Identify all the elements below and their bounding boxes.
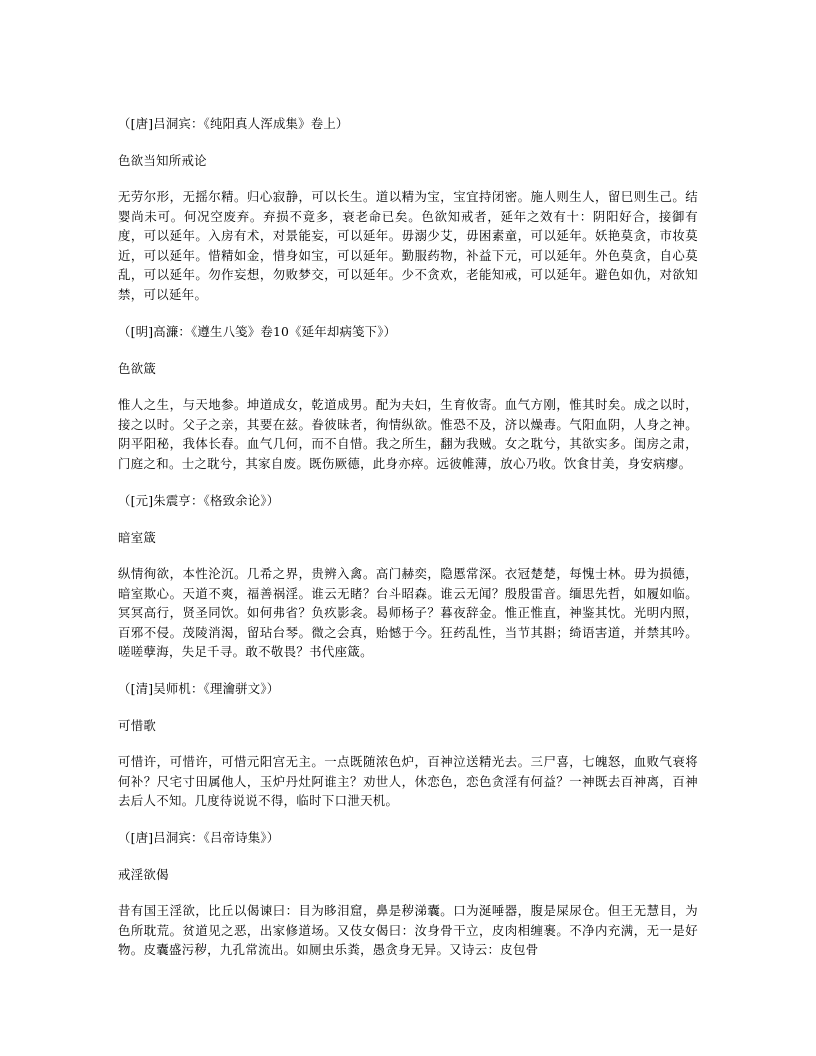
source-citation: （[元]朱震亨：《格致余论》） xyxy=(118,493,280,508)
section-title: 暗室箴 xyxy=(118,530,157,545)
section-body: 无劳尔形，无摇尔精。归心寂静，可以长生。道以精为宝，宝宜持闭密。施人则生人，留巳则生己。结婴尚未可。何况空废弃。弃损不竟多，衰老命已矣。色欲知戒者，延年之效有十：阴阳好合，接御有度，可以延年。入房有术，对景能妄，可以延年。毋溺少艾，毋困素童，可以延年。妖艳莫贪，市妆莫近，可以延年。惜精如金，惜身如宝，可以延年。勤服药物，补益下元，可以延年。外色莫贪，自心莫乱，可以延年。勿作妄想，勿败梦交，可以延年。少不贪欢，老能知戒，可以延年。避色如仇，对欲知禁，可以延年。 xyxy=(118,189,698,302)
source-citation: （[清]吴师机：《理瀹骈文》） xyxy=(118,681,280,696)
section-body: 可惜许，可惜许，可惜元阳宫无主。一点既随浓色炉，百神泣送精光去。三尸喜，七魄怒，血败气衰将何补？尺宅寸田属他人，玉炉丹灶阿谁主？劝世人，休恋色，恋色贪淫有何益？一神既去百神离，百神去后人不知。几度待说说不得，临时下口泄天机。 xyxy=(118,754,698,809)
section-title: 可惜歌 xyxy=(118,718,157,733)
source-citation: （[明]高濂：《遵生八笺》卷10《延年却病笺下》） xyxy=(118,324,397,339)
section-title: 戒淫欲偈 xyxy=(118,867,169,882)
section-body: 昔有国王淫欲，比丘以偈谏曰：目为眵泪窟，鼻是秽涕囊。口为涎唾器，腹是屎尿仓。但王无慧目，为色所耽荒。贫道见之恶，出家修道场。又伎女偈曰：汝身骨干立，皮肉相缠裹。不净内充满，无一是好物。皮囊盛污秽，九孔常流出。如厕虫乐粪，愚贪身无异。又诗云：皮包骨 xyxy=(118,903,698,958)
section-title: 色欲箴 xyxy=(118,361,157,376)
section-body: 惟人之生，与天地参。坤道成女，乾道成男。配为夫妇，生育攸寄。血气方刚，惟其时矣。成之以时，接之以时。父子之亲，其要在兹。眷彼昧者，徇情纵欲。惟恐不及，济以燥毒。气阳血阴，人身之神。阴平阳秘，我体长春。血气几何，而不自惜。我之所生，翻为我贼。女之耽兮，其欲实多。闺房之肃，门庭之和。士之耽兮，其家自废。既伤厥德，此身亦瘁。远彼帷薄，放心乃收。饮食甘美，身安病瘳。 xyxy=(118,397,698,471)
section-body: 纵情徇欲，本性沦沉。几希之界，贵辨入禽。高门赫奕，隐慝常深。衣冠楚楚，每愧士林。毋为损德，暗室欺心。天道不爽，福善祸淫。谁云无睹？台斗昭森。谁云无闻？殷殷雷音。缅思先哲，如履如临。冥冥高行，贤圣同饮。如何弗省？负疚影衾。曷师杨子？暮夜辞金。惟正惟直，神鉴其忱。光明内照，百邪不侵。茂陵消渴，留玷台琴。微之会真，贻憾于今。狂药乱性，当节其斟；绮语害道，并禁其吟。嗟嗟孽海，失足千寻。敢不敬畏？书代座箴。 xyxy=(118,566,698,660)
source-citation: （[唐]吕洞宾：《纯阳真人浑成集》卷上） xyxy=(118,116,349,131)
section-title: 色欲当知所戒论 xyxy=(118,153,207,168)
source-citation: （[唐]吕洞宾：《吕帝诗集》） xyxy=(118,830,280,845)
